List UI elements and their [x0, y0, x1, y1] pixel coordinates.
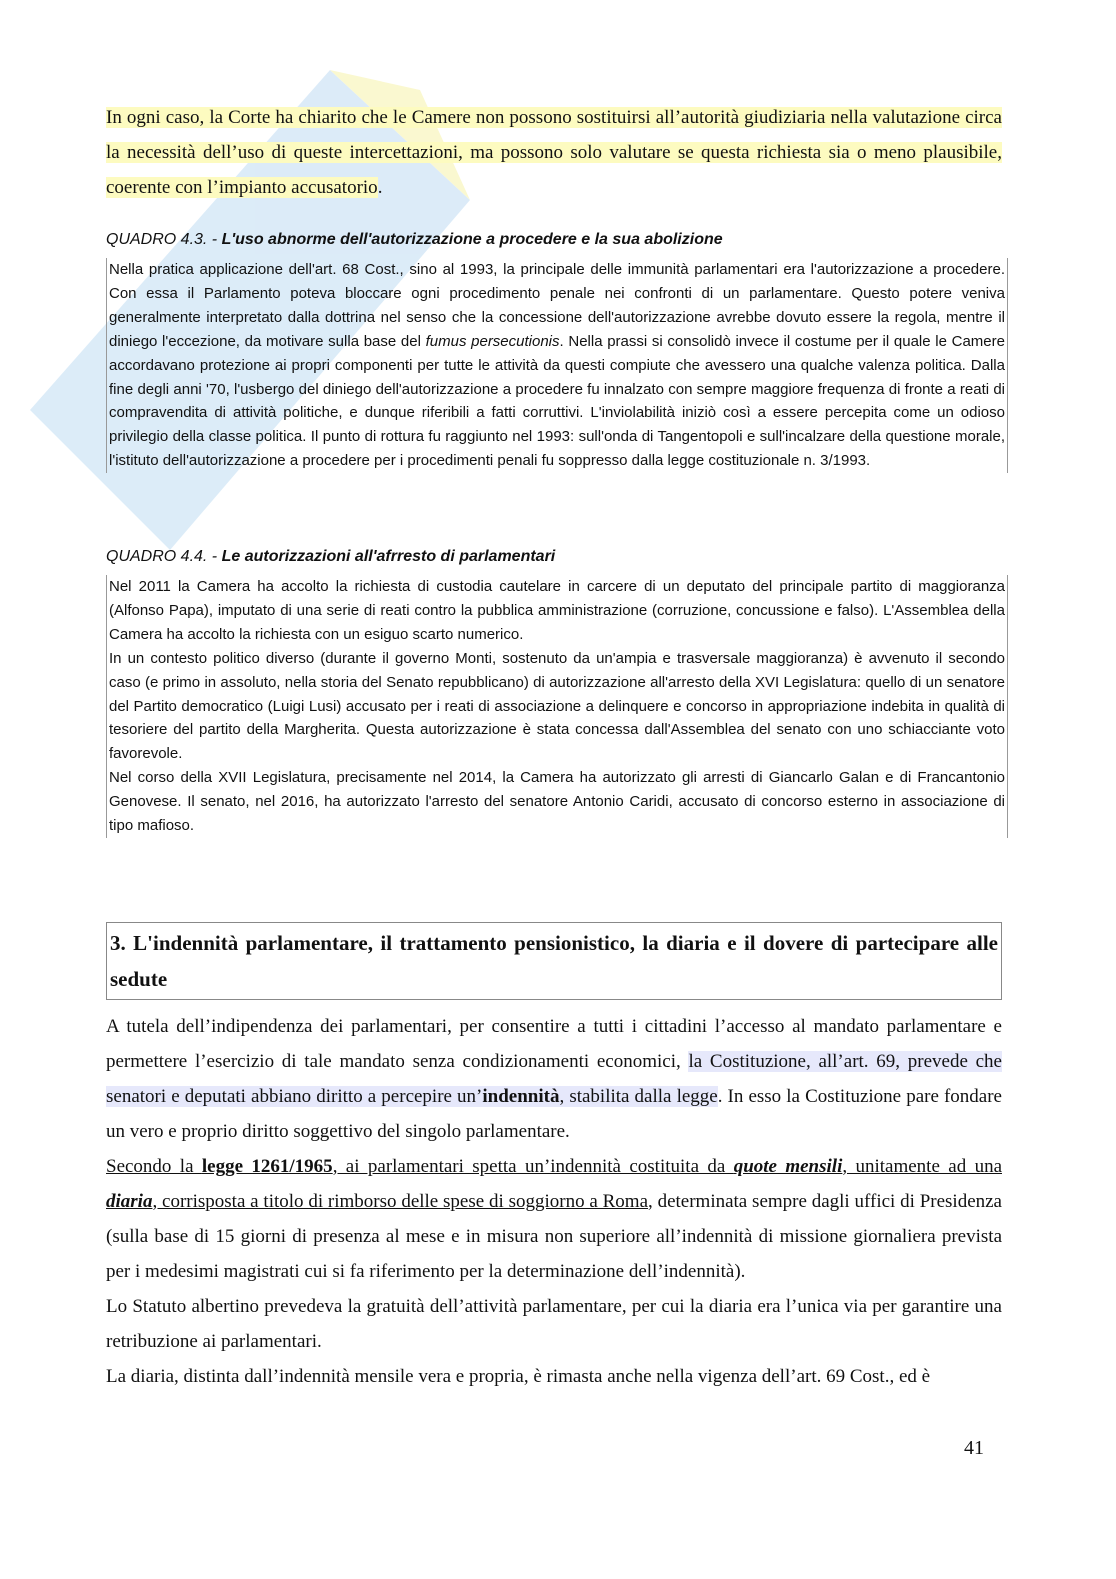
text: , ai parlamentari spetta un’indennità costituita da	[332, 1156, 734, 1177]
box-4-4	[106, 575, 1008, 838]
text: la Costituzione, all’art. 69, prevede che senatori e deputati abbiano diritto a percepire un’	[106, 1051, 1002, 1107]
page-number: 41	[964, 1437, 984, 1459]
text: Secondo la	[106, 1156, 202, 1177]
text: . In esso la Costituzione pare fondare un vero e proprio diritto soggettivo del singolo parlamentare.	[106, 1086, 1002, 1142]
box-title: L'uso abnorme dell'autorizzazione a procedere e la sua abolizione	[221, 231, 723, 248]
bold-italic-term: diaria	[106, 1191, 153, 1212]
paragraph-indennita	[106, 1009, 1002, 1149]
bold-italic-term: quote mensili	[733, 1156, 843, 1177]
text: , corrisposta a titolo di rimborso delle spese di soggiorno a Roma	[152, 1191, 649, 1212]
body-text	[106, 1009, 1002, 1394]
box-4-3-title	[106, 229, 1002, 251]
text: , unitamente ad una	[842, 1156, 1002, 1177]
box-paragraph: Nel corso della XVII Legislatura, precisamente nel 2014, la Camera ha autorizzato gli arresti di Giancarlo Galan e di Francantonio Genovese. Il senato, nel 2016, ha autorizzato l'arresto del senatore Antonio Caridi, accusato di concorso esterno in associazione di tipo mafioso.	[109, 769, 1005, 835]
paragraph-diaria: La diaria, distinta dall’indennità mensile vera e propria, è rimasta anche nella vigenza dell’art. 69 Cost., ed è	[106, 1366, 931, 1387]
text: , determinata sempre dagli uffici di Presidenza (sulla base di 15 giorni di presenza al mese e in misura non superiore all’indennità di missione giornaliera prevista per i medesimi magistrati cui si fa riferimento per la determinazione dell’indennità).	[106, 1191, 1002, 1282]
box-4-3	[106, 258, 1008, 473]
intro-paragraph	[106, 100, 1002, 205]
box-4-4-title	[106, 546, 1002, 568]
box-label: QUADRO 4.3. -	[106, 231, 222, 248]
paragraph-legge	[106, 1149, 1002, 1289]
highlighted-text: In ogni caso, la Corte ha chiarito che le Camere non possono sostituirsi all’autorità giudiziaria nella valutazione circa la necessità dell’uso di queste intercettazioni, ma possono solo valutare se questa richiesta sia o meno plausibile, coerente con l’impianto accusatorio	[106, 107, 1002, 198]
text: Nella pratica applicazione dell'art. 68 Cost., sino al 1993, la principale delle immunità parlamentari era l'autorizzazione a procedere. Con essa il Parlamento poteva bloccare ogni procedimento penale nei confronti di un parlamentare. Questo potere veniva generalmente interpretato dalla dottrina nel senso che la concessione dell'autorizzazione avrebbe dovuto essere la regola, mentre il diniego l'eccezione, da motivare sulla base del	[109, 261, 1005, 350]
italic-term: fumus persecutionis	[425, 332, 560, 350]
text: . Nella prassi si consolidò invece il costume per il quale le Camere accordavano protezione ai propri componenti per tutte le attività da questi compiute che avessero una qualche valenza politica. Dalla fine degli anni '70, l'usbergo del diniego dell'autorizzazione a procedere fu innalzato con sempre maggiore frequenza di fronte a reati di compravendita di attività politiche, e dunque riferibili a fatti corruttivi. L'inviolabilità iniziò così a essere percepita come un odioso privilegio della classe politica. Il punto di rottura fu raggiunto nel 1993: sull'onda di Tangentopoli e sull'incalzare della questione morale, l'istituto dell'autorizzazione a procedere per i procedimenti penali fu soppresso dalla legge costituzionale n. 3/1993.	[109, 332, 1005, 470]
section-heading: 3. L'indennità parlamentare, il trattamento pensionistico, la diaria e il dovere di partecipare alle sedute	[106, 922, 1002, 1000]
box-paragraph: Nel 2011 la Camera ha accolto la richiesta di custodia cautelare in carcere di un deputato del principale partito di maggioranza (Alfonso Papa), imputato di una serie di reati contro la pubblica amministrazione (corruzione, concussione e falso). L'Assemblea della Camera ha accolto la richiesta con un esiguo scarto numerico.	[109, 578, 1005, 643]
box-paragraph: In un contesto politico diverso (durante il governo Monti, sostenuto da un'ampia e trasversale maggioranza) è avvenuto il secondo caso (e primo in assoluto, nella storia del Senato repubblicano) di autorizzazione all'arresto della XVI Legislatura: quello di un senatore del Partito democratico (Luigi Lusi) accusato per i reati di associazione a delinquere e concorso in appropriazione indebita in qualità di tesoriere del partito della Margherita. Questa autorizzazione è stata concessa dall'Assemblea del senato con uno schiacciante voto favorevole.	[109, 649, 1005, 763]
bold-term: indennità	[482, 1086, 560, 1107]
box-title: Le autorizzazioni all'afrresto di parlamentari	[221, 548, 556, 565]
text: , stabilita dalla legge	[559, 1086, 718, 1107]
box-label: QUADRO 4.4. -	[106, 548, 222, 565]
bold-term: legge 1261/1965	[201, 1156, 333, 1177]
paragraph-statuto: Lo Statuto albertino prevedeva la gratuità dell’attività parlamentare, per cui la diaria era l’unica via per garantire una retribuzione ai parlamentari.	[106, 1296, 1002, 1352]
text: .	[377, 177, 383, 198]
text: A tutela dell’indipendenza dei parlamentari, per consentire a tutti i cittadini l’accesso al mandato parlamentare e permettere l’esercizio di tale mandato senza condizionamenti economici,	[106, 1016, 1002, 1072]
